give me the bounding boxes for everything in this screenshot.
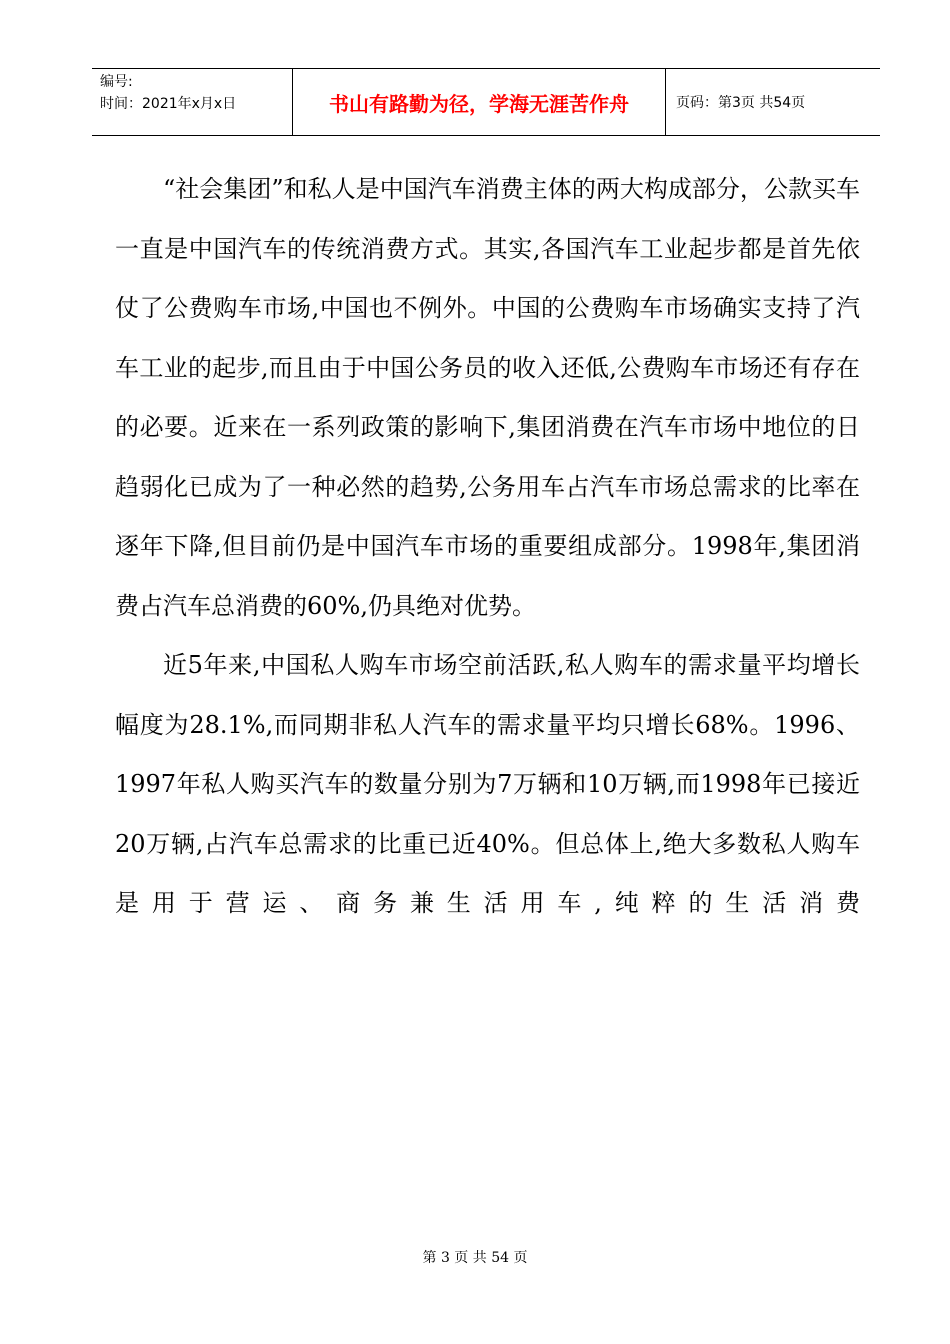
header-meta: [92, 69, 292, 135]
page-footer: [0, 1247, 950, 1267]
header-page-number: 页码：第3页 共54页: [676, 95, 806, 111]
document-body: [115, 160, 860, 934]
document-number-label: 编号:: [100, 74, 133, 90]
paragraph: “社会集团”和私人是中国汽车消费主体的两大构成部分，公款买车一直是中国汽车的传统消费方式。其实,各国汽车工业起步都是首先依仗了公费购车市场,中国也不例外。中国的公费购车市场确实支持了汽车工业的起步,而且由于中国公务员的收入还低,公费购车市场还有存在的必要。近来在一系列政策的影响下,集团消费在汽车市场中地位的日趋弱化已成为了一种必然的趋势,公务用车占汽车市场总需求的比率在逐年下降,但目前仍是中国汽车市场的重要组成部分。1998年,集团消费占汽车总消费的60%,仍具绝对优势。: [115, 175, 860, 620]
document-time-label: 时间：2021年x月x日: [100, 96, 237, 112]
header-page-cell: [666, 69, 880, 135]
paragraph: 近5年来,中国私人购车市场空前活跃,私人购车的需求量平均增长幅度为28.1%,而同期非私人汽车的需求量平均只增长68%。1996、1997年私人购买汽车的数量分别为7万辆和10万辆,而1998年已接近20万辆,占汽车总需求的比重已近40%。但总体上,绝大多数私人购车是用于营运、商务兼生活用车,纯粹的生活消费: [115, 651, 860, 917]
footer-page-number: 第 3 页 共 54 页: [422, 1250, 528, 1266]
header-motto: 书山有路勤为径，学海无涯苦作舟: [329, 91, 629, 116]
page-header: [92, 68, 880, 136]
header-motto-cell: [292, 69, 666, 135]
